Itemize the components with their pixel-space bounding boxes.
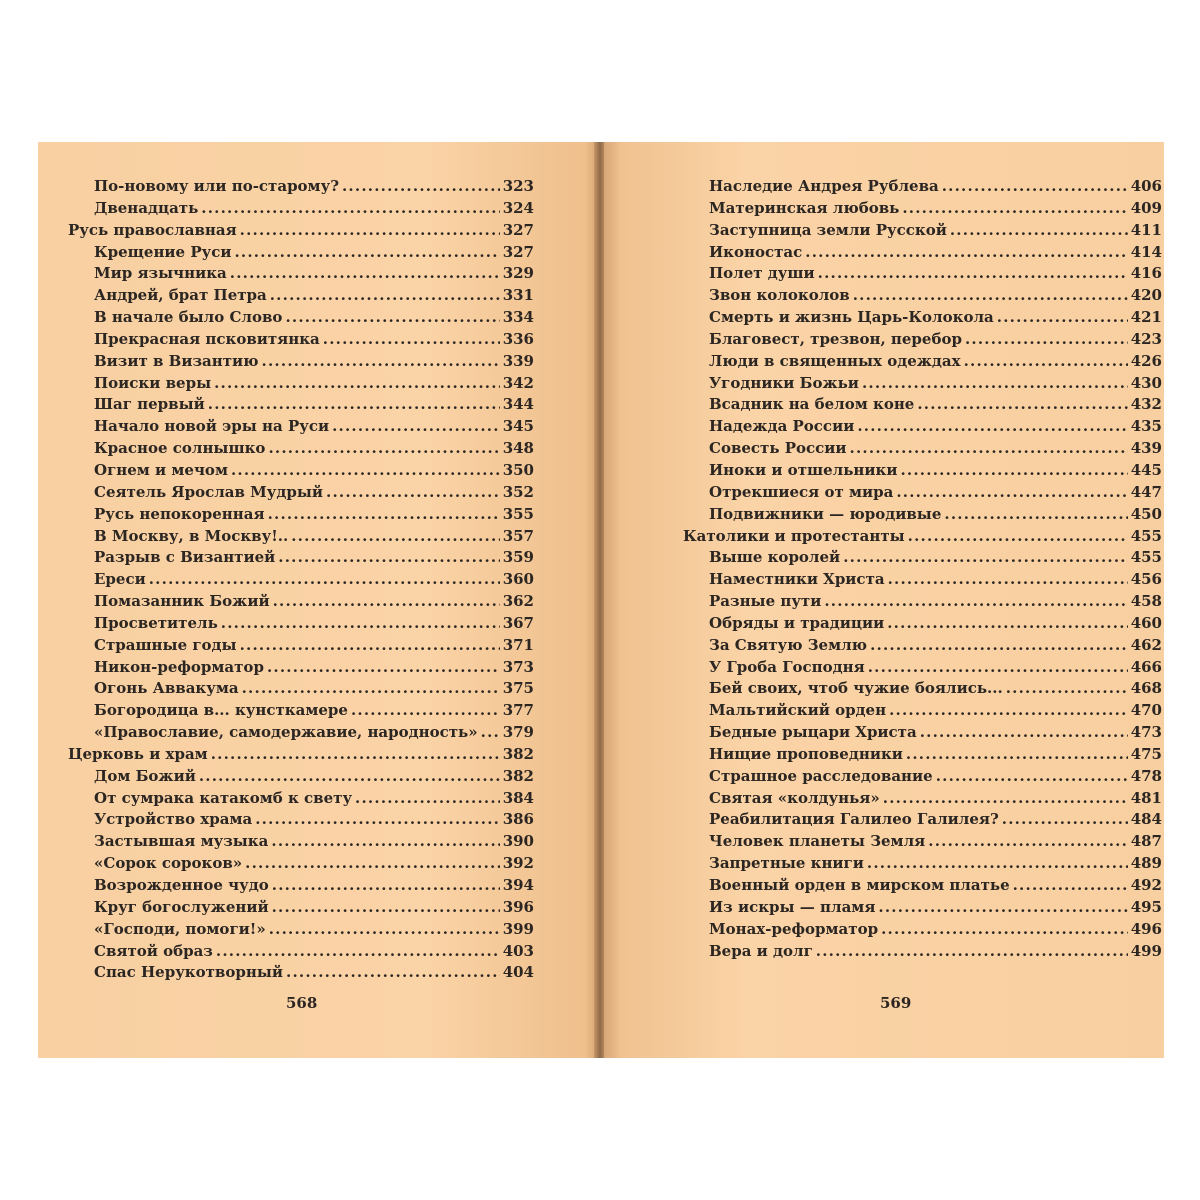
toc-entry	[68, 722, 534, 744]
toc-entry-title: Ереси	[94, 570, 146, 589]
toc-entry-page: 458	[1130, 592, 1162, 611]
toc-entry-page: 466	[1130, 657, 1162, 676]
dot-leader	[286, 962, 500, 984]
toc-entry	[68, 373, 534, 395]
toc-entry-title: Запретные книги	[709, 854, 864, 873]
toc-entry-page: 473	[1130, 723, 1162, 742]
toc-entry	[68, 394, 534, 416]
dot-leader	[867, 853, 1128, 875]
toc-entry-title: Католики и протестанты	[683, 526, 905, 545]
toc-entry-page: 382	[502, 744, 534, 763]
toc-entry-page: 432	[1130, 395, 1162, 414]
dot-leader	[965, 329, 1128, 351]
dot-leader	[928, 831, 1127, 853]
dot-leader	[240, 220, 500, 242]
toc-entry-title: Иконостас	[709, 242, 803, 261]
toc-entry-title: Звон колоколов	[709, 286, 850, 305]
toc-entry	[68, 788, 534, 810]
toc-entry-page: 489	[1130, 854, 1162, 873]
page-number-left: 568	[286, 994, 318, 1012]
toc-entry	[68, 941, 534, 963]
toc-entry-page: 487	[1130, 832, 1162, 851]
toc-entry-page: 492	[1130, 876, 1162, 894]
dot-leader	[1013, 875, 1128, 897]
toc-entry-page: 420	[1130, 286, 1162, 305]
toc-entry-title: По-новому или по-старому?	[94, 177, 339, 195]
toc-entry	[683, 613, 1162, 635]
toc-entry-title: Угодники Божьи	[709, 373, 859, 392]
toc-entry-title: Церковь и храм	[68, 744, 208, 763]
toc-entry	[68, 285, 534, 307]
toc-entry-page: 371	[502, 635, 534, 654]
toc-entry-page: 404	[502, 963, 534, 982]
toc-entry-page: 468	[1130, 679, 1162, 698]
toc-entry-title: Из искры — пламя	[709, 897, 876, 916]
toc-entry	[683, 416, 1162, 438]
toc-entry	[683, 722, 1162, 744]
toc-entry	[68, 678, 534, 700]
toc-section-entry	[68, 744, 534, 766]
dot-leader	[273, 591, 500, 613]
toc-entry	[68, 809, 534, 831]
toc-entry	[68, 504, 534, 526]
toc-entry-page: 344	[502, 395, 534, 414]
toc-entry-page: 390	[502, 832, 534, 851]
toc-entry-title: Разрыв с Византией	[94, 548, 276, 567]
toc-entry-title: Страшное расследование	[709, 766, 933, 785]
dot-leader	[936, 766, 1128, 788]
toc-entry-page: 481	[1130, 788, 1162, 807]
table-of-contents-left	[68, 176, 534, 984]
toc-entry-page: 359	[502, 548, 534, 567]
toc-entry	[68, 176, 534, 198]
toc-entry-page: 355	[502, 504, 534, 523]
dot-leader	[214, 373, 500, 395]
toc-entry-page: 327	[502, 242, 534, 261]
toc-entry-page: 379	[502, 723, 534, 742]
toc-entry	[683, 198, 1162, 220]
toc-entry-title: Прекрасная псковитянка	[94, 329, 320, 348]
toc-entry	[68, 307, 534, 329]
toc-entry	[683, 438, 1162, 460]
toc-entry-page: 342	[502, 373, 534, 392]
dot-leader	[211, 744, 500, 766]
toc-entry-page: 409	[1130, 198, 1162, 217]
dot-leader	[201, 198, 499, 220]
toc-entry-title: Крещение Руси	[94, 242, 232, 261]
toc-entry-page: 455	[1130, 548, 1162, 567]
toc-entry	[68, 482, 534, 504]
toc-entry-page: 399	[502, 919, 534, 938]
toc-entry	[68, 700, 534, 722]
toc-entry	[683, 875, 1162, 897]
toc-entry-page: 345	[502, 417, 534, 436]
toc-entry-page: 416	[1130, 264, 1162, 283]
toc-entry-page: 348	[502, 439, 534, 458]
toc-entry-title: Реабилитация Галилео Галилея?	[709, 810, 999, 829]
toc-entry-page: 360	[502, 570, 534, 589]
dot-leader	[908, 526, 1128, 548]
toc-entry-page: 447	[1130, 482, 1162, 501]
toc-entry-page: 470	[1130, 701, 1162, 720]
dot-leader	[853, 285, 1128, 307]
dot-leader	[1006, 678, 1128, 700]
toc-entry-title: Огнем и мечом	[94, 460, 228, 479]
dot-leader	[291, 526, 499, 548]
toc-entry-title: За Святую Землю	[709, 635, 868, 654]
toc-entry-page: 350	[502, 460, 534, 479]
toc-entry-title: Бей своих, чтоб чужие боялись...	[709, 679, 1003, 698]
dot-leader	[843, 547, 1128, 569]
toc-entry	[683, 941, 1162, 963]
dot-leader	[964, 351, 1128, 373]
dot-leader	[887, 613, 1127, 635]
toc-entry	[683, 242, 1162, 264]
dot-leader	[342, 176, 500, 198]
toc-entry-title: Андрей, брат Петра	[94, 286, 267, 305]
toc-entry-title: Всадник на белом коне	[709, 395, 915, 414]
toc-entry	[683, 569, 1162, 591]
toc-entry-page: 339	[502, 351, 534, 370]
dot-leader	[868, 657, 1128, 679]
dot-leader	[231, 460, 500, 482]
toc-entry-title: Русь непокоренная	[94, 504, 265, 523]
right-page	[604, 142, 1164, 1058]
toc-entry	[683, 460, 1162, 482]
toc-entry-title: Богородица в... кунсткамере	[94, 701, 348, 720]
toc-entry-title: Огонь Аввакума	[94, 679, 239, 698]
toc-entry-title: Мир язычника	[94, 264, 227, 283]
dot-leader	[262, 351, 500, 373]
toc-entry-title: Благовест, трезвон, перебор	[709, 329, 962, 348]
toc-entry-title: Помазанник Божий	[94, 592, 270, 611]
toc-entry	[68, 263, 534, 285]
toc-entry	[68, 460, 534, 482]
toc-entry-title: Дом Божий	[94, 766, 196, 785]
toc-entry-title: В начале было Слово	[94, 308, 283, 327]
toc-entry-title: «Господи, помоги!»	[94, 919, 266, 938]
dot-leader	[944, 504, 1127, 526]
toc-section-entry	[68, 220, 534, 242]
table-of-contents-right	[683, 176, 1162, 962]
toc-entry-title: Мальтийский орден	[709, 701, 887, 720]
toc-entry	[68, 919, 534, 941]
toc-entry	[683, 263, 1162, 285]
toc-entry-title: У Гроба Господня	[709, 657, 865, 676]
toc-entry	[68, 635, 534, 657]
toc-entry	[68, 962, 534, 984]
toc-entry-title: Отрекшиеся от мира	[709, 482, 894, 501]
toc-entry	[683, 329, 1162, 351]
toc-entry	[683, 504, 1162, 526]
toc-entry-page: 373	[502, 657, 534, 676]
dot-leader	[268, 438, 499, 460]
dot-leader	[245, 853, 500, 875]
toc-entry-title: Человек планеты Земля	[709, 832, 926, 851]
toc-entry	[68, 438, 534, 460]
toc-entry-page: 414	[1130, 242, 1162, 261]
toc-entry-title: Заступница земли Русской	[709, 220, 947, 239]
dot-leader	[269, 919, 500, 941]
toc-entry-page: 456	[1130, 570, 1162, 589]
dot-leader	[216, 941, 500, 963]
dot-leader	[997, 307, 1128, 329]
toc-entry-title: Красное солнышко	[94, 439, 266, 458]
toc-entry-page: 331	[502, 286, 534, 305]
toc-entry-page: 367	[502, 613, 534, 632]
dot-leader	[862, 373, 1128, 395]
toc-entry	[683, 700, 1162, 722]
toc-section-entry	[683, 526, 1162, 548]
toc-entry-title: Наследие Андрея Рублева	[709, 177, 939, 195]
toc-entry-title: Бедные рыцари Христа	[709, 723, 917, 742]
toc-entry-page: 352	[502, 482, 534, 501]
dot-leader	[355, 788, 500, 810]
dot-leader	[889, 700, 1128, 722]
toc-entry-page: 406	[1130, 177, 1162, 195]
toc-entry	[683, 897, 1162, 919]
dot-leader	[268, 504, 500, 526]
dot-leader	[1002, 809, 1128, 831]
toc-entry	[683, 766, 1162, 788]
dot-leader	[900, 460, 1127, 482]
dot-leader	[221, 613, 500, 635]
dot-leader	[850, 438, 1128, 460]
dot-leader	[272, 897, 500, 919]
toc-entry-page: 377	[502, 701, 534, 720]
toc-entry-title: Совесть России	[709, 439, 847, 458]
dot-leader	[272, 875, 500, 897]
toc-entry-title: Люди в священных одеждах	[709, 351, 961, 370]
toc-entry	[683, 351, 1162, 373]
dot-leader	[199, 766, 500, 788]
toc-entry-page: 336	[502, 329, 534, 348]
toc-entry-page: 329	[502, 264, 534, 283]
toc-entry-title: Разные пути	[709, 592, 822, 611]
toc-entry-page: 435	[1130, 417, 1162, 436]
toc-entry-title: Шаг первый	[94, 395, 205, 414]
toc-entry-page: 394	[502, 876, 534, 894]
left-page	[38, 142, 596, 1058]
dot-leader	[323, 329, 500, 351]
dot-leader	[805, 242, 1127, 264]
toc-entry	[68, 897, 534, 919]
dot-leader	[950, 220, 1128, 242]
toc-entry-page: 403	[502, 941, 534, 960]
dot-leader	[240, 635, 500, 657]
toc-entry-title: Русь православная	[68, 220, 237, 239]
toc-entry	[683, 220, 1162, 242]
dot-leader	[271, 831, 499, 853]
dot-leader	[902, 198, 1127, 220]
toc-entry	[683, 919, 1162, 941]
toc-entry-page: 495	[1130, 897, 1162, 916]
toc-entry-title: Полет души	[709, 264, 815, 283]
toc-entry-page: 384	[502, 788, 534, 807]
dot-leader	[351, 700, 500, 722]
toc-entry-title: Двенадцать	[94, 198, 199, 217]
toc-entry-title: Монах-реформатор	[709, 919, 879, 938]
toc-entry-title: Вера и долг	[709, 941, 813, 960]
toc-entry-page: 392	[502, 854, 534, 873]
toc-entry-page: 450	[1130, 504, 1162, 523]
toc-entry-title: Надежда России	[709, 417, 855, 436]
toc-entry-title: Возрожденное чудо	[94, 876, 269, 894]
dot-leader	[332, 416, 500, 438]
dot-leader	[234, 242, 499, 264]
toc-entry	[68, 547, 534, 569]
toc-entry	[683, 176, 1162, 198]
toc-entry	[683, 831, 1162, 853]
toc-entry-title: Святой образ	[94, 941, 213, 960]
toc-entry-title: Устройство храма	[94, 810, 253, 829]
toc-entry-page: 421	[1130, 308, 1162, 327]
toc-entry	[68, 766, 534, 788]
toc-entry-page: 327	[502, 220, 534, 239]
dot-leader	[920, 722, 1128, 744]
toc-entry-title: Нищие проповедники	[709, 744, 903, 763]
toc-entry-page: 439	[1130, 439, 1162, 458]
toc-entry-page: 462	[1130, 635, 1162, 654]
toc-entry	[683, 657, 1162, 679]
toc-entry-page: 324	[502, 198, 534, 217]
dot-leader	[883, 788, 1128, 810]
toc-entry-title: Визит в Византию	[94, 351, 259, 370]
toc-entry-title: Иноки и отшельники	[709, 460, 898, 479]
toc-entry	[683, 788, 1162, 810]
toc-entry-title: Военный орден в мирском платье	[709, 876, 1010, 894]
dot-leader	[917, 394, 1127, 416]
toc-entry-page: 426	[1130, 351, 1162, 370]
toc-entry-page: 455	[1130, 526, 1162, 545]
dot-leader	[326, 482, 500, 504]
dot-leader	[149, 569, 500, 591]
toc-entry-title: Святая «колдунья»	[709, 788, 880, 807]
toc-entry	[68, 526, 534, 548]
dot-leader	[278, 547, 499, 569]
toc-entry	[683, 547, 1162, 569]
toc-entry-page: 362	[502, 592, 534, 611]
dot-leader	[881, 919, 1128, 941]
toc-entry	[68, 242, 534, 264]
toc-entry	[68, 329, 534, 351]
toc-entry	[68, 569, 534, 591]
toc-entry-title: Начало новой эры на Руси	[94, 417, 330, 436]
toc-entry-page: 499	[1130, 941, 1162, 960]
toc-entry	[68, 591, 534, 613]
dot-leader	[818, 263, 1128, 285]
dot-leader	[870, 635, 1128, 657]
toc-entry-title: Поиски веры	[94, 373, 212, 392]
toc-entry	[68, 657, 534, 679]
toc-entry-title: Никон-реформатор	[94, 657, 264, 676]
toc-entry-page: 382	[502, 766, 534, 785]
toc-entry-title: Сеятель Ярослав Мудрый	[94, 482, 324, 501]
dot-leader	[878, 897, 1127, 919]
toc-entry-page: 445	[1130, 460, 1162, 479]
toc-entry-page: 475	[1130, 744, 1162, 763]
toc-entry-title: От сумрака катакомб к свету	[94, 788, 353, 807]
toc-entry-page: 460	[1130, 613, 1162, 632]
toc-entry-title: В Москву, в Москву!..	[94, 526, 289, 545]
toc-entry-page: 496	[1130, 919, 1162, 938]
toc-entry-title: Спас Нерукотворный	[94, 963, 283, 982]
toc-entry-title: Материнская любовь	[709, 198, 900, 217]
book-spread	[38, 142, 1164, 1058]
toc-entry	[683, 744, 1162, 766]
dot-leader	[888, 569, 1128, 591]
toc-entry	[683, 307, 1162, 329]
toc-entry	[683, 853, 1162, 875]
toc-entry	[683, 482, 1162, 504]
dot-leader	[824, 591, 1127, 613]
dot-leader	[285, 307, 499, 329]
toc-entry	[68, 198, 534, 220]
toc-entry-page: 396	[502, 897, 534, 916]
toc-entry-page: 484	[1130, 810, 1162, 829]
dot-leader	[208, 394, 500, 416]
dot-leader	[857, 416, 1127, 438]
dot-leader	[270, 285, 500, 307]
toc-entry	[68, 853, 534, 875]
toc-entry-page: 411	[1130, 220, 1162, 239]
toc-entry	[68, 416, 534, 438]
toc-entry-page: 430	[1130, 373, 1162, 392]
dot-leader	[896, 482, 1127, 504]
toc-entry	[683, 678, 1162, 700]
toc-entry-title: Смерть и жизнь Царь-Колокола	[709, 308, 994, 327]
toc-entry-title: Круг богослужений	[94, 897, 269, 916]
toc-entry-title: Наместники Христа	[709, 570, 885, 589]
toc-entry-page: 478	[1130, 766, 1162, 785]
toc-entry	[683, 373, 1162, 395]
toc-entry-title: Обряды и традиции	[709, 613, 885, 632]
dot-leader	[242, 678, 500, 700]
dot-leader	[255, 809, 499, 831]
dot-leader	[267, 657, 500, 679]
dot-leader	[481, 722, 500, 744]
dot-leader	[906, 744, 1128, 766]
toc-entry	[68, 831, 534, 853]
dot-leader	[230, 263, 500, 285]
toc-entry-title: Подвижники — юродивые	[709, 504, 942, 523]
toc-entry	[683, 635, 1162, 657]
toc-entry-title: «Православие, самодержавие, народность»	[94, 723, 478, 742]
toc-entry	[68, 351, 534, 373]
toc-entry	[68, 875, 534, 897]
toc-entry-page: 357	[502, 526, 534, 545]
toc-entry	[683, 809, 1162, 831]
toc-entry-page: 375	[502, 679, 534, 698]
toc-entry	[683, 285, 1162, 307]
toc-entry-title: Застывшая музыка	[94, 832, 269, 851]
toc-entry-title: Страшные годы	[94, 635, 237, 654]
toc-entry	[683, 394, 1162, 416]
toc-entry	[68, 613, 534, 635]
toc-entry	[683, 591, 1162, 613]
toc-entry-page: 423	[1130, 329, 1162, 348]
toc-entry-page: 386	[502, 810, 534, 829]
toc-entry-title: Просветитель	[94, 613, 218, 632]
toc-entry-title: Выше королей	[709, 548, 841, 567]
page-number-right: 569	[880, 994, 912, 1012]
toc-entry-page: 334	[502, 308, 534, 327]
toc-entry-page: 323	[502, 177, 534, 195]
dot-leader	[942, 176, 1128, 198]
dot-leader	[816, 941, 1128, 963]
toc-entry-title: «Сорок сороков»	[94, 854, 243, 873]
